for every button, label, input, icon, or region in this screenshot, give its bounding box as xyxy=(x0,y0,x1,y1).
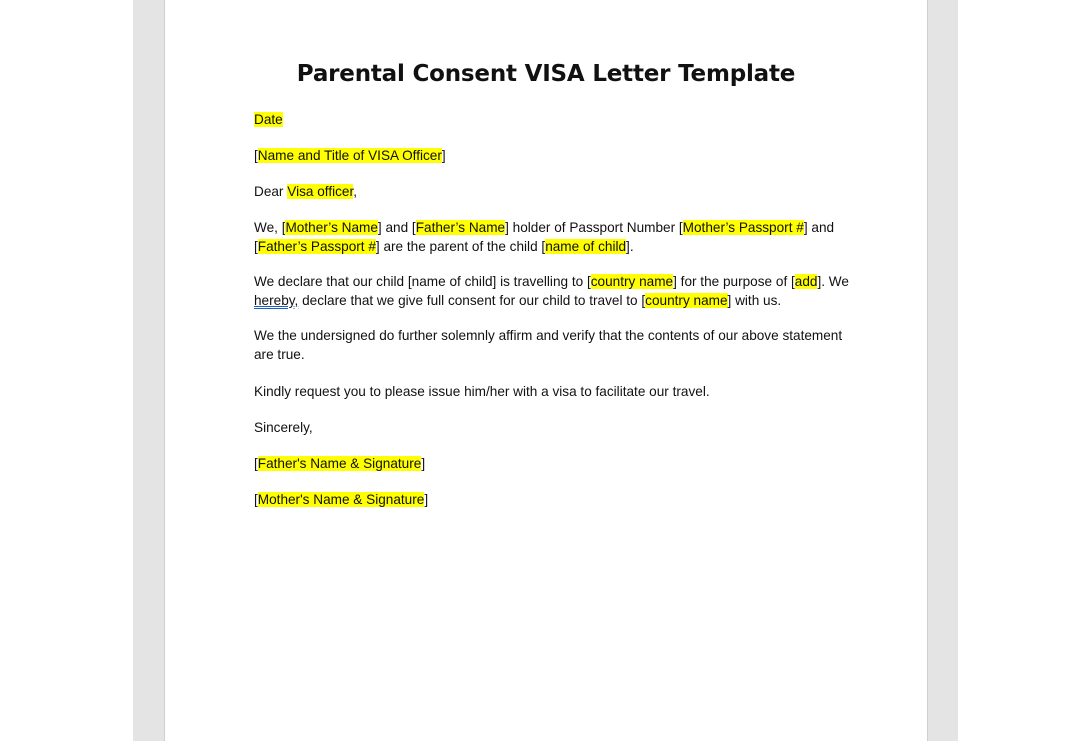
text-run: We declare that our child [name of child] is travelling to [ xyxy=(254,274,591,289)
bracket-open: [ xyxy=(254,492,258,507)
text-run: ] holder of Passport Number [ xyxy=(505,220,683,235)
text-run: declare that we give full consent for our child to travel to [ xyxy=(298,293,646,308)
fathers-name-placeholder: Father’s Name xyxy=(415,220,506,235)
salutation-suffix: , xyxy=(353,184,358,199)
country-name-placeholder: country name xyxy=(590,274,674,289)
salutation-placeholder: Visa officer xyxy=(287,184,354,199)
document-page xyxy=(164,0,928,741)
text-run: We, [ xyxy=(254,220,286,235)
date-line xyxy=(254,110,854,129)
child-name-placeholder: name of child xyxy=(545,239,627,254)
purpose-placeholder: add xyxy=(794,274,818,289)
document-title: Parental Consent VISA Letter Template xyxy=(296,61,796,87)
father-signature-placeholder: Father's Name & Signature xyxy=(257,456,422,471)
mothers-name-placeholder: Mother’s Name xyxy=(285,220,378,235)
bracket-open: [ xyxy=(254,148,258,163)
parents-line-1 xyxy=(254,218,854,237)
bracket-close: ] xyxy=(441,148,446,163)
bracket-close: ] xyxy=(421,456,426,471)
text-run: [ xyxy=(254,239,258,254)
bracket-open: [ xyxy=(254,456,258,471)
text-run: ] and [ xyxy=(377,220,416,235)
fathers-passport-placeholder: Father’s Passport # xyxy=(257,239,376,254)
affirm-line-1: We the undersigned do further solemnly affirm and verify that the contents of our above statement xyxy=(254,328,843,343)
mothers-passport-placeholder: Mother’s Passport # xyxy=(682,220,804,235)
father-signature-line xyxy=(254,454,854,473)
officer-placeholder: Name and Title of VISA Officer xyxy=(257,148,442,163)
text-run: ]. We xyxy=(817,274,849,289)
country-name-placeholder-2: country name xyxy=(645,293,728,308)
text-run: ] are the parent of the child [ xyxy=(375,239,546,254)
affirm-line-2: are true. xyxy=(254,347,305,362)
mother-signature-line xyxy=(254,490,854,509)
salutation xyxy=(254,182,854,201)
salutation-prefix: Dear xyxy=(254,184,288,199)
request-paragraph: Kindly request you to please issue him/her with a visa to facilitate our travel. xyxy=(254,384,710,399)
declaration-line-1 xyxy=(254,272,854,291)
text-run: ] and xyxy=(803,220,835,235)
bracket-close: ] xyxy=(424,492,429,507)
text-run: ]. xyxy=(626,239,634,254)
parents-line-2 xyxy=(254,237,854,256)
hereby-underlined: hereby, xyxy=(254,293,299,308)
closing: Sincerely, xyxy=(254,420,313,435)
declaration-line-2 xyxy=(254,291,854,310)
mother-signature-placeholder: Mother's Name & Signature xyxy=(257,492,425,507)
declaration-paragraph xyxy=(254,272,854,310)
affirm-paragraph xyxy=(254,326,854,364)
text-run: ] for the purpose of [ xyxy=(673,274,795,289)
date-placeholder: Date xyxy=(254,112,283,127)
text-run: ] with us. xyxy=(727,293,782,308)
officer-line xyxy=(254,146,854,165)
parents-paragraph xyxy=(254,218,854,256)
